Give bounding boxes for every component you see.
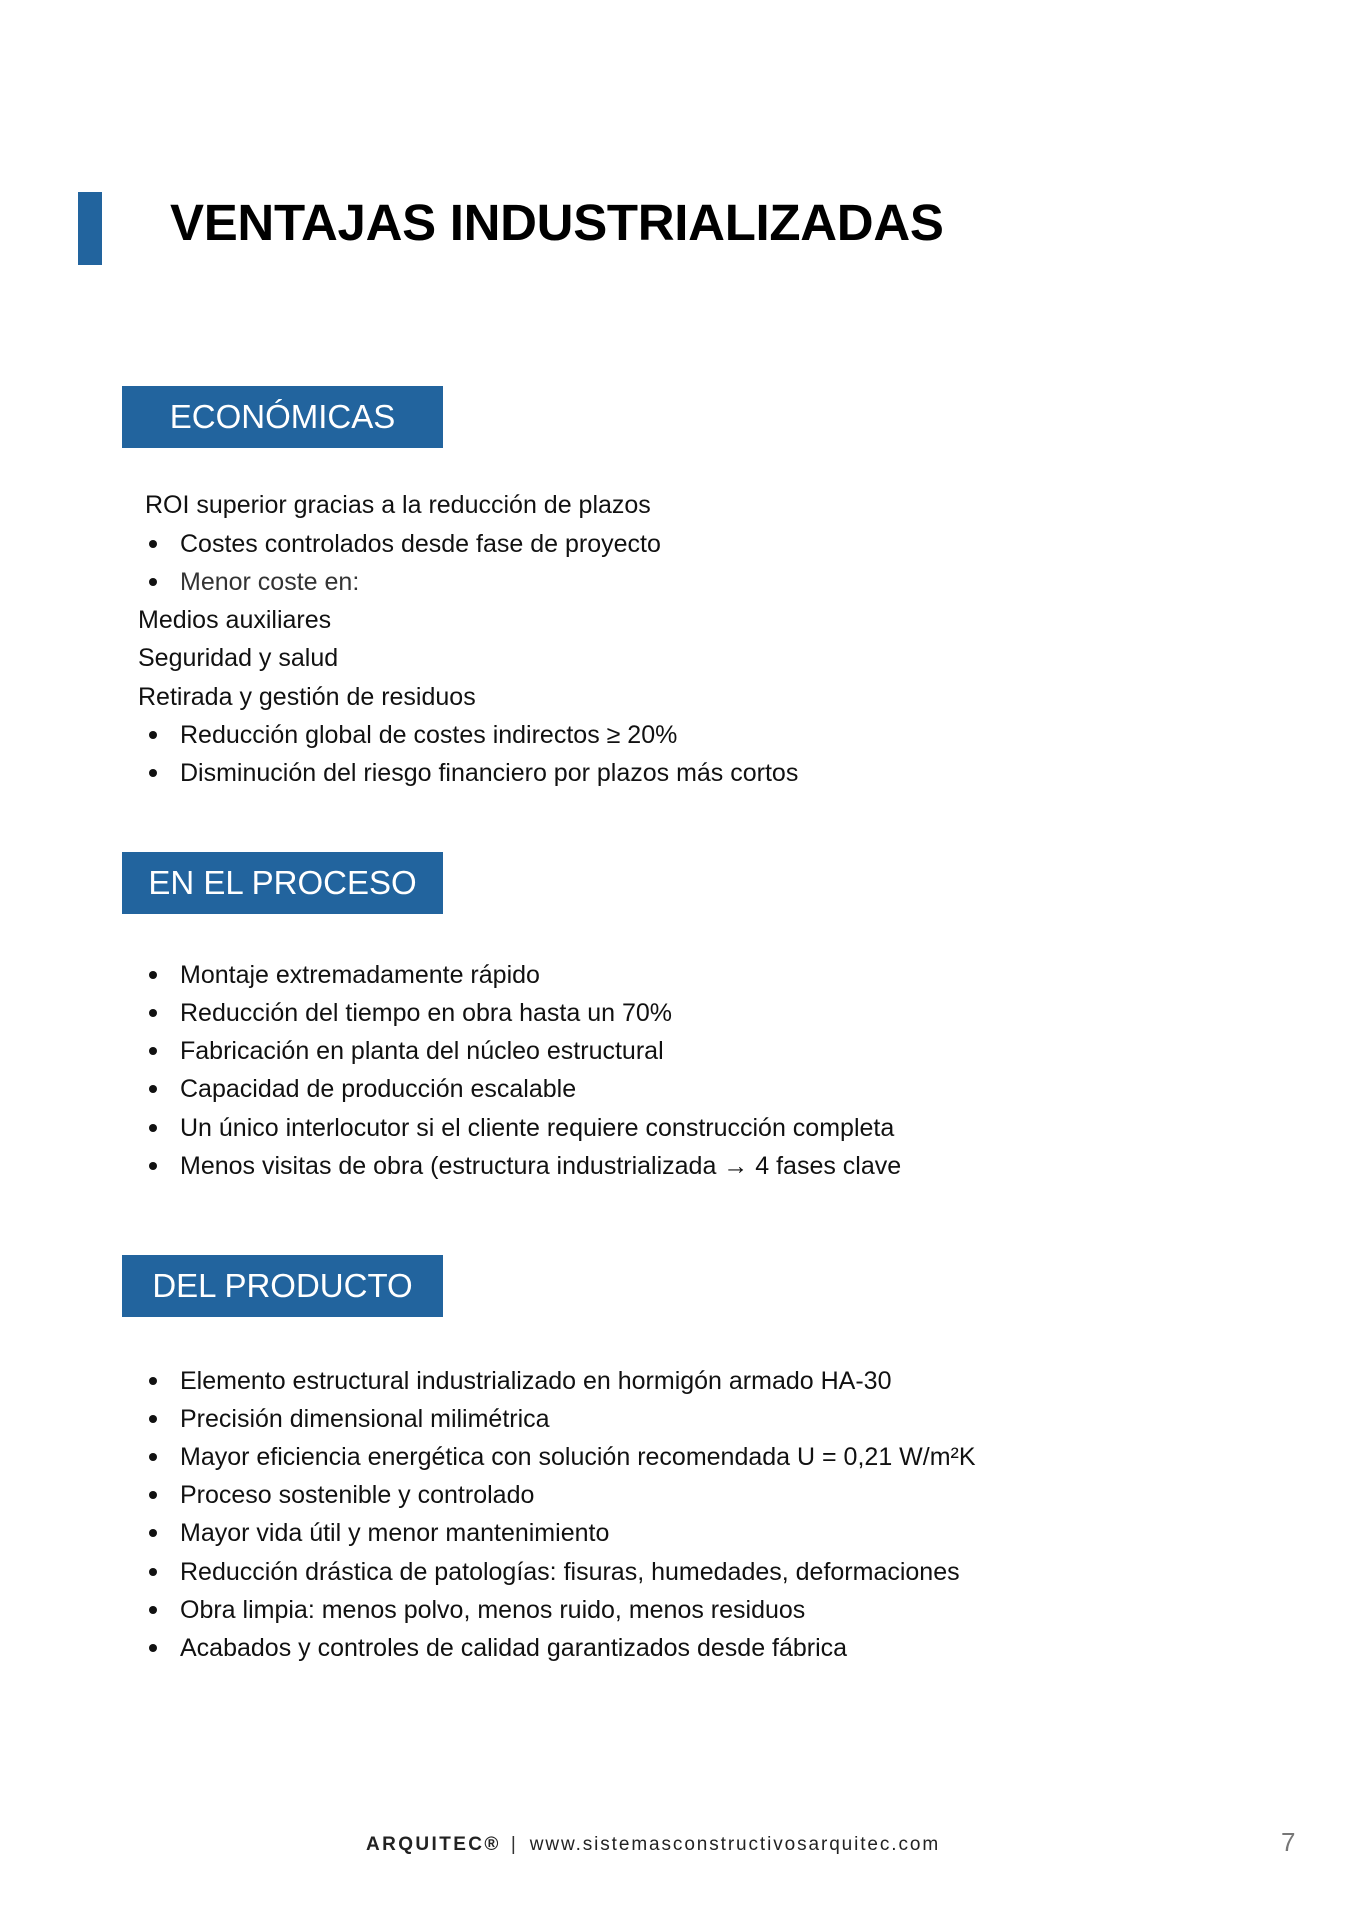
footer-brand: ARQUITEC® [366, 1834, 501, 1855]
list-item [180, 1591, 805, 1629]
list-item [180, 1400, 550, 1438]
list-item-text: Montaje extremadamente rápido [180, 961, 540, 989]
footer-separator: | [510, 1834, 516, 1855]
list-item [138, 601, 331, 639]
bullet-icon [149, 1453, 157, 1461]
list-item [180, 994, 672, 1032]
bullet-icon [149, 540, 157, 548]
list-item-text: Seguridad y salud [138, 644, 339, 672]
list-item [180, 1147, 901, 1185]
list-item-text: Retirada y gestión de residuos [138, 683, 476, 711]
bullet-icon [149, 1568, 157, 1576]
list-item [180, 956, 540, 994]
title-accent-bar [78, 192, 102, 265]
bullet-icon [149, 769, 157, 777]
list-item-text: Mayor vida útil y menor mantenimiento [180, 1519, 610, 1547]
list-item-text: Mayor eficiencia energética con solución recomendada U = 0,21 W/m²K [180, 1443, 976, 1471]
list-item [180, 1476, 534, 1514]
bullet-icon [149, 1529, 157, 1537]
list-item-text: Acabados y controles de calidad garantizados desde fábrica [180, 1634, 848, 1662]
list-item-text: Menos visitas de obra (estructura industrializada → 4 fases clave [180, 1152, 902, 1180]
list-item-text: Menor coste en: [180, 568, 360, 596]
list-item-text: Elemento estructural industrializado en hormigón armado HA-30 [180, 1367, 892, 1395]
bullet-icon [149, 1644, 157, 1652]
bullet-icon [149, 578, 157, 586]
bullet-icon [149, 1085, 157, 1093]
footer-website-link[interactable]: www.sistemasconstructivosarquitec.com [529, 1834, 941, 1855]
bullet-icon [149, 1415, 157, 1423]
list-item [145, 486, 651, 524]
bullet-icon [149, 1009, 157, 1017]
list-item [180, 1109, 894, 1147]
page-number: 7 [1281, 1827, 1296, 1857]
list-item [180, 1070, 576, 1108]
list-item [180, 563, 359, 601]
section-heading-economicas: ECONÓMICAS [122, 386, 443, 448]
list-item [180, 1362, 891, 1400]
bullet-icon [149, 1377, 157, 1385]
bullet-icon [149, 1162, 157, 1170]
list-item [138, 678, 476, 716]
list-item-text: Reducción drástica de patologías: fisuras, humedades, deformaciones [180, 1558, 960, 1586]
list-item-text: Un único interlocutor si el cliente requiere construcción completa [180, 1114, 895, 1142]
list-item-text: ROI superior gracias a la reducción de plazos [145, 491, 651, 519]
section-heading-del-producto: DEL PRODUCTO [122, 1255, 443, 1317]
bullet-icon [149, 971, 157, 979]
bullet-icon [149, 1124, 157, 1132]
bullet-icon [149, 731, 157, 739]
list-item-text: Proceso sostenible y controlado [180, 1481, 535, 1509]
list-item-text: Costes controlados desde fase de proyecto [180, 530, 661, 558]
list-item [180, 1553, 960, 1591]
list-item-text: Capacidad de producción escalable [180, 1075, 577, 1103]
list-item-text: Fabricación en planta del núcleo estructural [180, 1037, 664, 1065]
list-item-text: Reducción del tiempo en obra hasta un 70% [180, 999, 672, 1027]
list-item [138, 639, 338, 677]
list-item [180, 1032, 664, 1070]
list-item [180, 1438, 976, 1476]
list-item-text: Medios auxiliares [138, 606, 332, 634]
list-item-text: Precisión dimensional milimétrica [180, 1405, 550, 1433]
list-item [180, 525, 661, 563]
footer [366, 1832, 940, 1858]
page-title: VENTAJAS INDUSTRIALIZADAS [170, 194, 944, 251]
bullet-icon [149, 1491, 157, 1499]
list-item-text: Reducción global de costes indirectos ≥ 20% [180, 721, 678, 749]
list-item [180, 1629, 847, 1667]
bullet-icon [149, 1606, 157, 1614]
list-item-text: Disminución del riesgo financiero por plazos más cortos [180, 759, 799, 787]
list-item [180, 754, 798, 792]
section-heading-en-el-proceso: EN EL PROCESO [122, 852, 443, 914]
list-item [180, 716, 677, 754]
list-item [180, 1514, 609, 1552]
list-item-text: Obra limpia: menos polvo, menos ruido, menos residuos [180, 1596, 806, 1624]
bullet-icon [149, 1047, 157, 1055]
